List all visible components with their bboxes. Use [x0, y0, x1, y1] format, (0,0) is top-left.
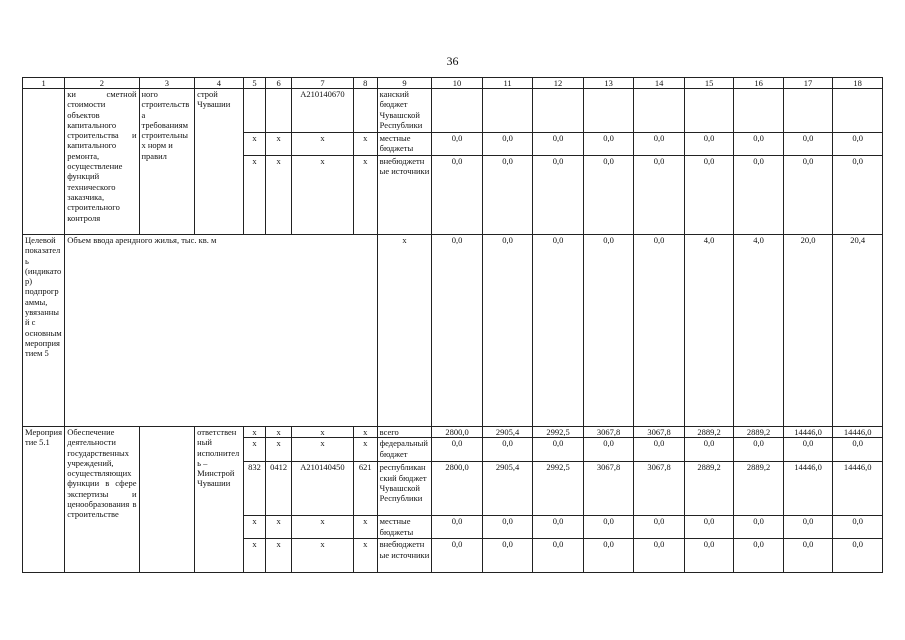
- funding-source: внебюджетные источники: [377, 539, 432, 573]
- year-value: 0,0: [583, 539, 634, 573]
- section-code: 0412: [266, 462, 292, 516]
- year-value: 0,0: [833, 133, 883, 156]
- grbs-code: х: [243, 539, 266, 573]
- year-value: 0,0: [482, 539, 533, 573]
- year-value: [734, 89, 783, 133]
- expense-type-code: х: [353, 438, 377, 462]
- year-value: 0,0: [583, 156, 634, 235]
- funding-source: внебюджетные источники: [377, 156, 432, 235]
- year-value: 20,4: [833, 235, 883, 427]
- table-row: [23, 89, 883, 133]
- header-cell: 8: [353, 78, 377, 89]
- year-value: 0,0: [684, 133, 733, 156]
- year-value: 0,0: [734, 438, 783, 462]
- year-value: 0,0: [432, 516, 483, 539]
- header-cell: 2: [65, 78, 139, 89]
- year-value: 2800,0: [432, 462, 483, 516]
- grbs-code: х: [243, 133, 266, 156]
- header-cell: 16: [734, 78, 783, 89]
- year-value: 3067,8: [634, 427, 685, 438]
- expense-type-code: х: [353, 133, 377, 156]
- year-value: 0,0: [684, 539, 733, 573]
- year-value: 0,0: [684, 516, 733, 539]
- indicator-label: Целевой показатель (индикатор) подпрограммы, увязанный с основным мероприятием 5: [23, 235, 65, 427]
- grbs-code: х: [243, 438, 266, 462]
- year-value: [432, 89, 483, 133]
- year-value: 0,0: [833, 156, 883, 235]
- year-value: 2889,2: [684, 427, 733, 438]
- year-value: 0,0: [783, 438, 832, 462]
- year-value: [634, 89, 685, 133]
- grbs-code: х: [243, 516, 266, 539]
- year-value: 20,0: [783, 235, 832, 427]
- year-value: 2889,2: [734, 462, 783, 516]
- section-code: [266, 89, 292, 133]
- header-cell: 3: [139, 78, 195, 89]
- year-value: 0,0: [432, 156, 483, 235]
- year-value: 0,0: [583, 438, 634, 462]
- year-value: 0,0: [833, 438, 883, 462]
- year-value: [833, 89, 883, 133]
- activity-result: ного строительства требованиям строительных норм и правил: [139, 89, 195, 235]
- expense-type-code: х: [353, 516, 377, 539]
- year-value: [482, 89, 533, 133]
- section-code: х: [266, 156, 292, 235]
- year-value: 0,0: [482, 133, 533, 156]
- year-value: 0,0: [533, 438, 584, 462]
- funding-source: всего: [377, 427, 432, 438]
- target-article-code: А210140670: [292, 89, 354, 133]
- target-article-code: А210140450: [292, 462, 354, 516]
- year-value: 0,0: [634, 235, 685, 427]
- year-value: 2905,4: [482, 427, 533, 438]
- year-value: 3067,8: [634, 462, 685, 516]
- section-code: х: [266, 539, 292, 573]
- year-value: 0,0: [533, 133, 584, 156]
- year-value: 0,0: [482, 438, 533, 462]
- executor: строй Чувашии: [195, 89, 243, 235]
- year-value: 2889,2: [684, 462, 733, 516]
- year-value: 0,0: [734, 156, 783, 235]
- year-value: 0,0: [734, 516, 783, 539]
- header-cell: 7: [292, 78, 354, 89]
- budget-table: [22, 77, 883, 573]
- year-value: 0,0: [432, 235, 483, 427]
- row-label-empty: [23, 89, 65, 235]
- indicator-marker: х: [377, 235, 432, 427]
- year-value: 0,0: [583, 235, 634, 427]
- header-cell: 11: [482, 78, 533, 89]
- header-cell: 1: [23, 78, 65, 89]
- year-value: 0,0: [432, 133, 483, 156]
- target-article-code: х: [292, 539, 354, 573]
- year-value: 0,0: [783, 156, 832, 235]
- year-value: 0,0: [734, 133, 783, 156]
- year-value: [783, 89, 832, 133]
- year-value: 2992,5: [533, 462, 584, 516]
- year-value: 14446,0: [783, 462, 832, 516]
- year-value: 0,0: [634, 516, 685, 539]
- expense-type-code: х: [353, 427, 377, 438]
- section-code: х: [266, 438, 292, 462]
- year-value: 0,0: [533, 516, 584, 539]
- header-cell: 6: [266, 78, 292, 89]
- year-value: 0,0: [634, 156, 685, 235]
- year-value: 2800,0: [432, 427, 483, 438]
- header-cell: 10: [432, 78, 483, 89]
- year-value: 0,0: [634, 539, 685, 573]
- year-value: 0,0: [684, 438, 733, 462]
- year-value: [684, 89, 733, 133]
- table-row: [23, 427, 883, 438]
- grbs-code: х: [243, 156, 266, 235]
- year-value: 0,0: [533, 235, 584, 427]
- grbs-code: х: [243, 427, 266, 438]
- year-value: [533, 89, 584, 133]
- year-value: 0,0: [634, 133, 685, 156]
- grbs-code: 832: [243, 462, 266, 516]
- table-header-row: [23, 78, 883, 89]
- grbs-code: [243, 89, 266, 133]
- year-value: 0,0: [482, 516, 533, 539]
- year-value: 14446,0: [833, 427, 883, 438]
- year-value: 0,0: [783, 516, 832, 539]
- page-number: 36: [446, 54, 459, 68]
- target-article-code: х: [292, 156, 354, 235]
- activity-description: ки сметной стоимости объектов капитального строительства и капитального ремонта, осуществление функций технического заказчика, строительного контроля: [65, 89, 139, 235]
- year-value: 0,0: [533, 156, 584, 235]
- year-value: [583, 89, 634, 133]
- header-cell: 14: [634, 78, 685, 89]
- funding-source: республиканский бюджет Чувашской Республики: [377, 462, 432, 516]
- header-cell: 18: [833, 78, 883, 89]
- target-article-code: х: [292, 438, 354, 462]
- year-value: 0,0: [833, 516, 883, 539]
- year-value: 0,0: [432, 438, 483, 462]
- year-value: 0,0: [533, 539, 584, 573]
- section-code: х: [266, 516, 292, 539]
- funding-source: канский бюджет Чувашской Республики: [377, 89, 432, 133]
- year-value: 0,0: [583, 133, 634, 156]
- header-cell: 17: [783, 78, 832, 89]
- year-value: 4,0: [684, 235, 733, 427]
- year-value: 0,0: [684, 156, 733, 235]
- expense-type-code: х: [353, 156, 377, 235]
- year-value: 0,0: [634, 438, 685, 462]
- indicator-row: [23, 235, 883, 427]
- header-cell: 15: [684, 78, 733, 89]
- expense-type-code: х: [353, 539, 377, 573]
- funding-source: федеральный бюджет: [377, 438, 432, 462]
- section-code: х: [266, 133, 292, 156]
- year-value: 0,0: [482, 156, 533, 235]
- event-name: Обеспечение деятельности государственных учреждений, осуществляющих функции в сфере экспертизы и ценообразования в строительстве: [65, 427, 139, 573]
- header-cell: 5: [243, 78, 266, 89]
- year-value: 3067,8: [583, 427, 634, 438]
- event-result: [139, 427, 195, 573]
- year-value: 2992,5: [533, 427, 584, 438]
- year-value: 0,0: [783, 133, 832, 156]
- expense-type-code: [353, 89, 377, 133]
- year-value: 0,0: [482, 235, 533, 427]
- event-label: Мероприятие 5.1: [23, 427, 65, 573]
- header-cell: 4: [195, 78, 243, 89]
- funding-source: местные бюджеты: [377, 516, 432, 539]
- year-value: 0,0: [783, 539, 832, 573]
- year-value: 2889,2: [734, 427, 783, 438]
- year-value: 0,0: [833, 539, 883, 573]
- event-executor: ответственный исполнитель – Минстрой Чувашии: [195, 427, 243, 573]
- year-value: 3067,8: [583, 462, 634, 516]
- header-cell: 12: [533, 78, 584, 89]
- target-article-code: х: [292, 133, 354, 156]
- year-value: 2905,4: [482, 462, 533, 516]
- year-value: 4,0: [734, 235, 783, 427]
- expense-type-code: 621: [353, 462, 377, 516]
- header-cell: 13: [583, 78, 634, 89]
- year-value: 0,0: [583, 516, 634, 539]
- target-article-code: х: [292, 516, 354, 539]
- funding-source: местные бюджеты: [377, 133, 432, 156]
- year-value: 14446,0: [783, 427, 832, 438]
- year-value: 14446,0: [833, 462, 883, 516]
- year-value: 0,0: [734, 539, 783, 573]
- header-cell: 9: [377, 78, 432, 89]
- year-value: 0,0: [432, 539, 483, 573]
- target-article-code: х: [292, 427, 354, 438]
- indicator-name: Объем ввода арендного жилья, тыс. кв. м: [65, 235, 377, 427]
- section-code: х: [266, 427, 292, 438]
